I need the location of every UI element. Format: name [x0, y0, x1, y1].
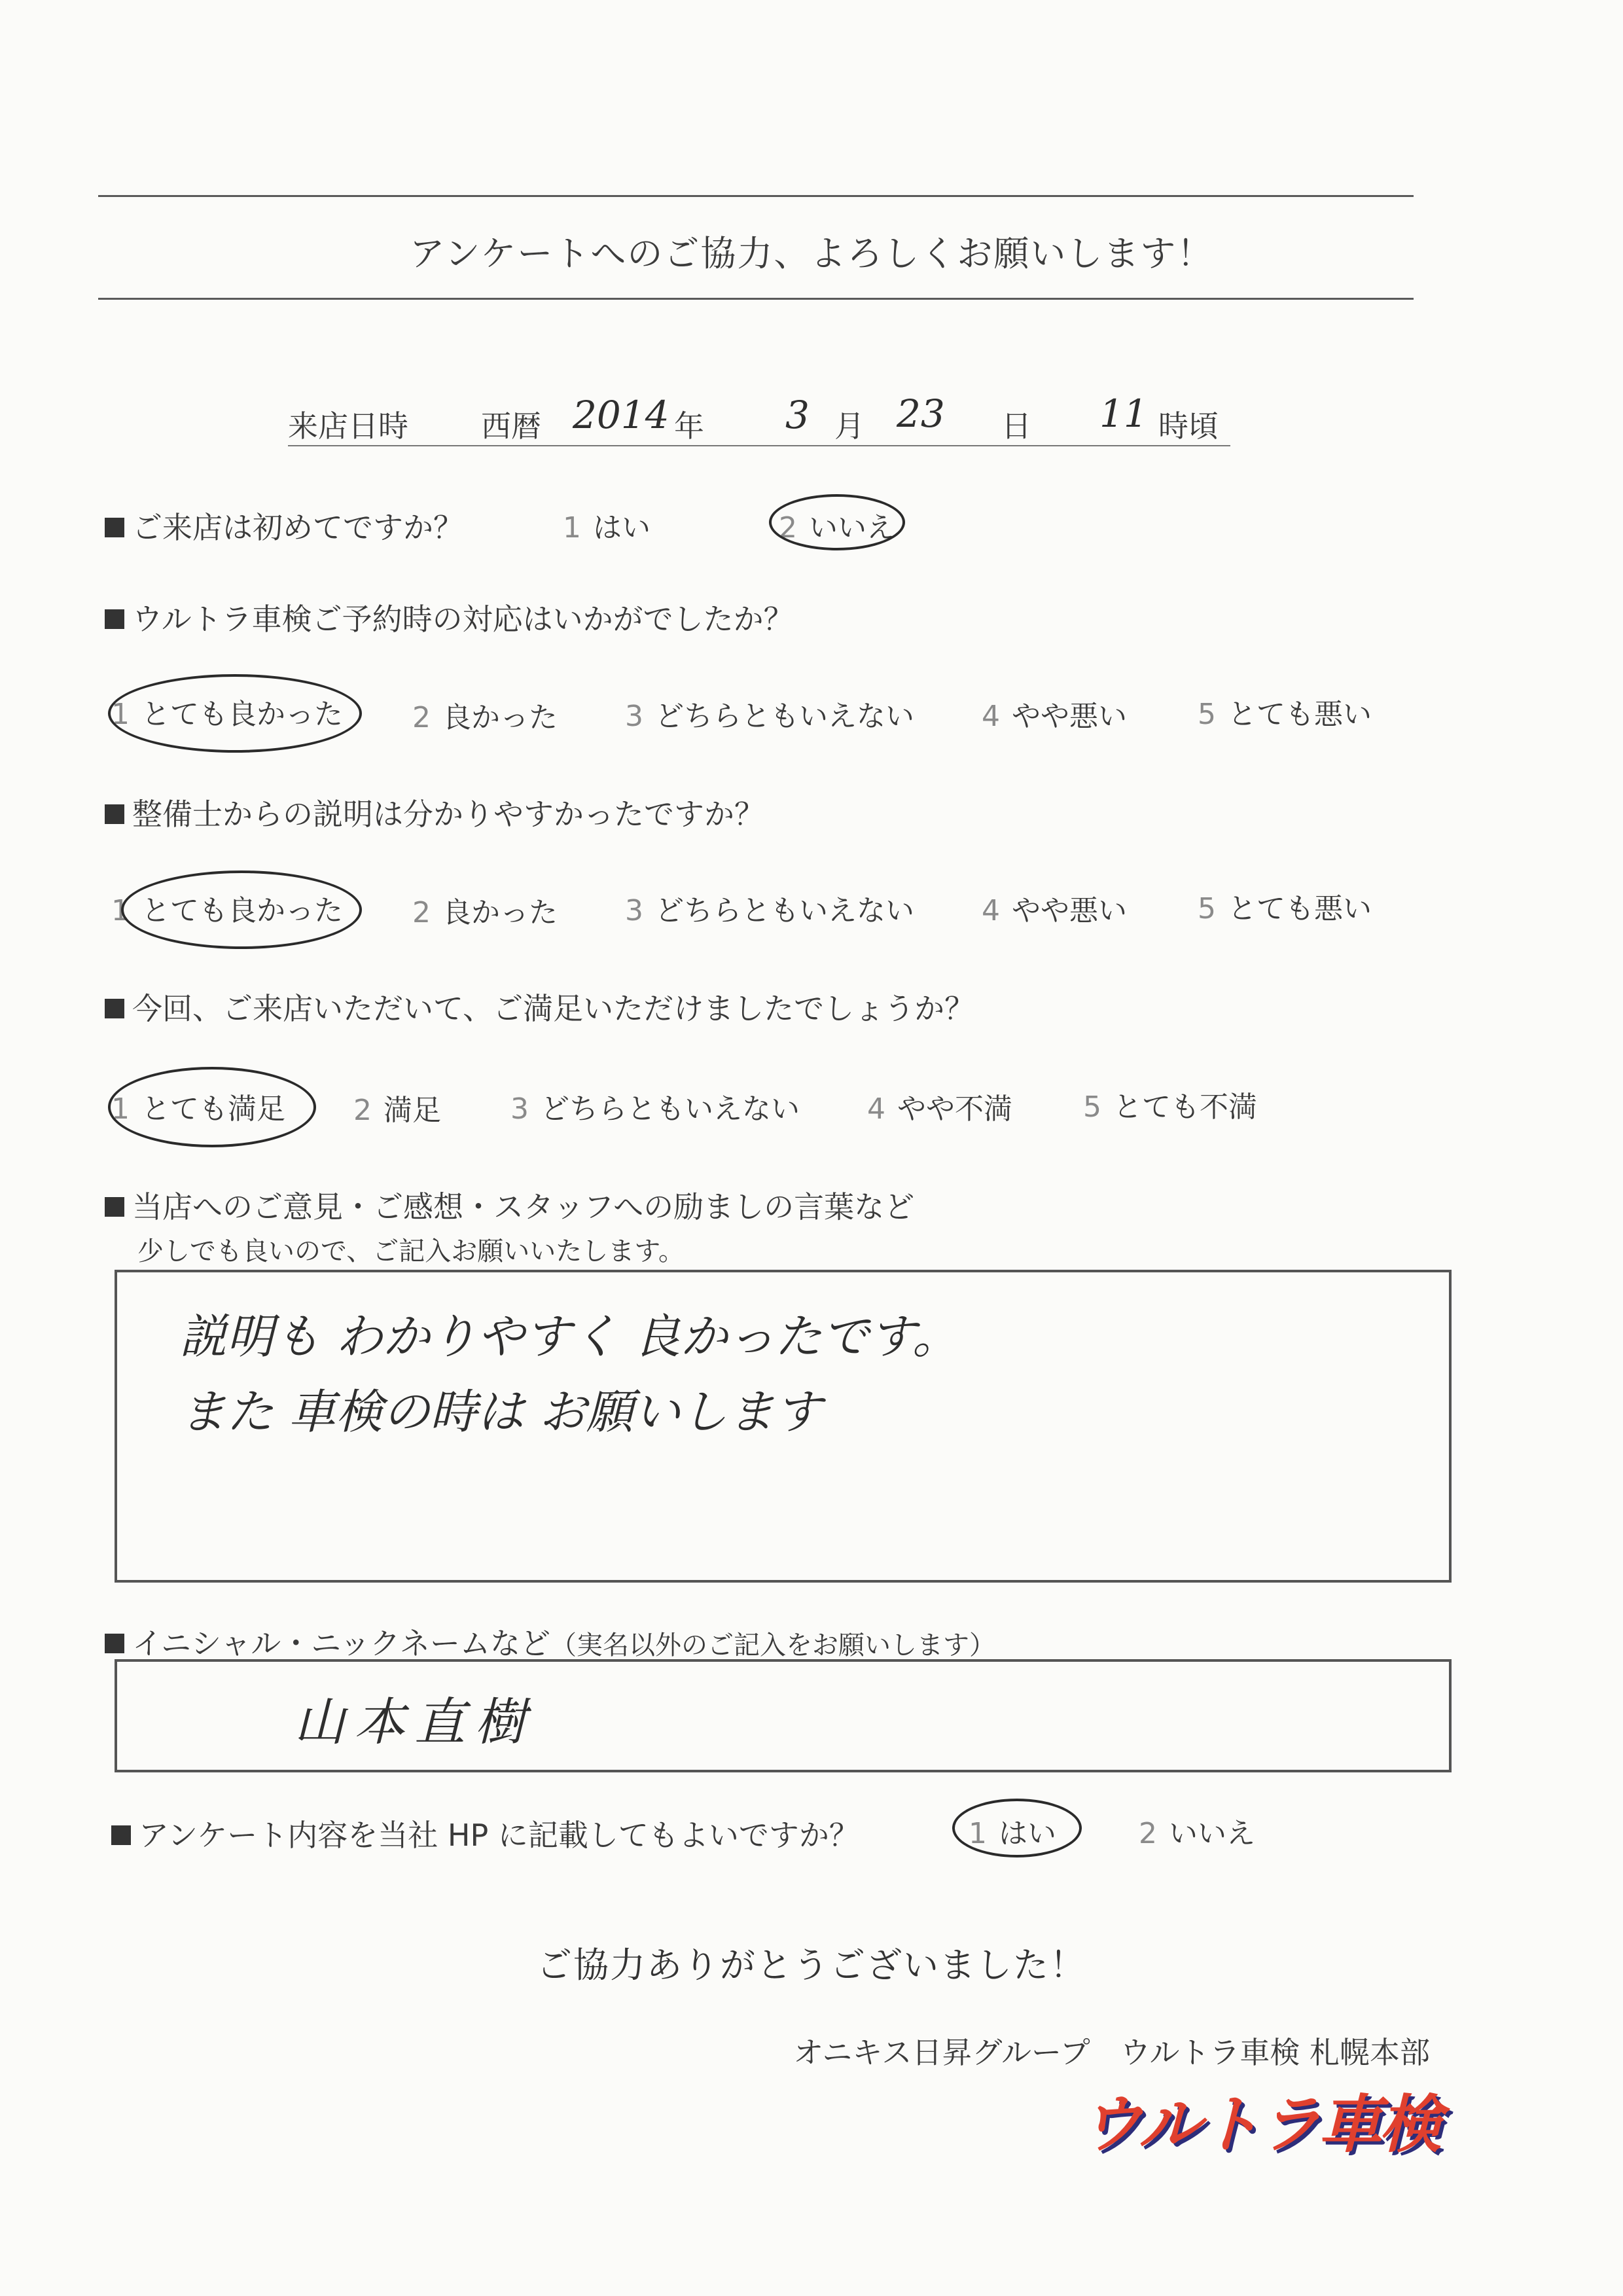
nickname-note: （実名以外のご記入をお願いします）: [550, 1630, 995, 1660]
q4-option-3[interactable]: 3 どちらともいえない: [510, 1092, 800, 1126]
q2-option-1[interactable]: 1 とても良かった: [111, 698, 343, 731]
nickname-question: [105, 1620, 995, 1663]
hp-option-2[interactable]: 2 いいえ: [1139, 1817, 1255, 1850]
q2-option-4[interactable]: 4 やや悪い: [982, 700, 1127, 733]
visit-month-unit: 月: [834, 408, 865, 444]
visit-month[interactable]: 3: [785, 393, 810, 437]
title-underline: [98, 298, 1414, 300]
comments-text: 当店へのご意見・ご感想・スタッフへの励ましの言葉など: [132, 1189, 915, 1225]
bullet-square-icon: [105, 804, 124, 824]
hp-option-1[interactable]: 1 はい: [969, 1817, 1056, 1850]
comments-sub: 少しでも良いので、ご記入お願いいたします。: [137, 1236, 685, 1266]
nickname-text: イニシャル・ニックネームなど: [132, 1626, 550, 1661]
visit-day[interactable]: 23: [897, 391, 945, 436]
thanks-message: ご協力ありがとうございました！: [537, 1945, 1086, 1986]
visit-day-unit: 日: [1001, 408, 1031, 444]
ultra-shaken-logo: ウルトラ車検: [1080, 2088, 1440, 2161]
visit-year-unit: 年: [674, 408, 704, 444]
q1-selection-circle: [769, 494, 905, 550]
hp-question: [111, 1812, 859, 1855]
visit-era: 西暦: [481, 408, 541, 444]
q4-option-4[interactable]: 4 やや不満: [867, 1092, 1012, 1126]
q2-text: ウルトラ車検ご予約時の対応はいかがでしたか？: [132, 601, 794, 637]
q4-text: 今回、ご来店いただいて、ご満足いただけましたでしょうか？: [132, 991, 975, 1026]
visit-label: 来店日時: [288, 408, 408, 444]
q4-question: [105, 985, 974, 1028]
comments-box[interactable]: [115, 1270, 1452, 1583]
visit-hour-unit: 時頃: [1158, 408, 1219, 444]
q1-option-1[interactable]: 1 はい: [563, 511, 651, 545]
comments-line-2: また 車検の時は お願いします: [179, 1384, 822, 1439]
top-rule: [98, 195, 1414, 197]
q3-selection-circle: [121, 870, 362, 949]
q3-option-1[interactable]: 1 とても良かった: [111, 894, 343, 927]
nickname-box[interactable]: [115, 1659, 1452, 1772]
q4-option-5[interactable]: 5 とても不満: [1083, 1090, 1257, 1124]
bullet-square-icon: [105, 609, 124, 629]
q2-option-2[interactable]: 2 良かった: [412, 701, 558, 734]
q3-option-3[interactable]: 3 どちらともいえない: [625, 894, 914, 927]
q4-option-2[interactable]: 2 満足: [353, 1094, 441, 1127]
q3-text: 整備士からの説明は分かりやすかったですか？: [132, 797, 764, 832]
q4-selection-circle: [108, 1067, 316, 1147]
q4-option-1[interactable]: 1 とても満足: [111, 1092, 285, 1126]
q3-question: [105, 791, 764, 834]
bullet-square-icon: [105, 999, 124, 1018]
q2-selection-circle: [108, 674, 362, 753]
q1-option-2[interactable]: 2 いいえ: [779, 511, 895, 545]
comments-line-1: 説明も わかりやすく 良かったです。: [179, 1309, 960, 1364]
q2-option-5[interactable]: 5 とても悪い: [1198, 698, 1372, 731]
hp-selection-circle: [952, 1799, 1082, 1857]
nickname-value: 山本直樹: [294, 1693, 535, 1752]
bullet-square-icon: [105, 518, 124, 537]
bullet-square-icon: [105, 1634, 124, 1653]
q3-option-4[interactable]: 4 やや悪い: [982, 894, 1127, 927]
q3-option-2[interactable]: 2 良かった: [412, 896, 558, 929]
bullet-square-icon: [105, 1197, 124, 1217]
bullet-square-icon: [111, 1825, 131, 1845]
q1-text: ご来店は初めてですか？: [132, 510, 463, 545]
survey-title: アンケートへのご協力、よろしくお願いします！: [409, 233, 1214, 274]
hp-text: アンケート内容を当社 HP に記載してもよいですか？: [139, 1818, 859, 1853]
comments-question: [105, 1183, 914, 1227]
footer-company: オニキス日昇グループ ウルトラ車検 札幌本部: [793, 2035, 1430, 2070]
q2-option-3[interactable]: 3 どちらともいえない: [625, 700, 914, 733]
visit-underline: [288, 445, 1230, 446]
q1-question: [105, 504, 463, 547]
q3-option-5[interactable]: 5 とても悪い: [1198, 892, 1372, 925]
visit-hour[interactable]: 11: [1099, 391, 1148, 436]
q2-question: [105, 596, 794, 639]
visit-year[interactable]: 2014: [573, 393, 669, 437]
